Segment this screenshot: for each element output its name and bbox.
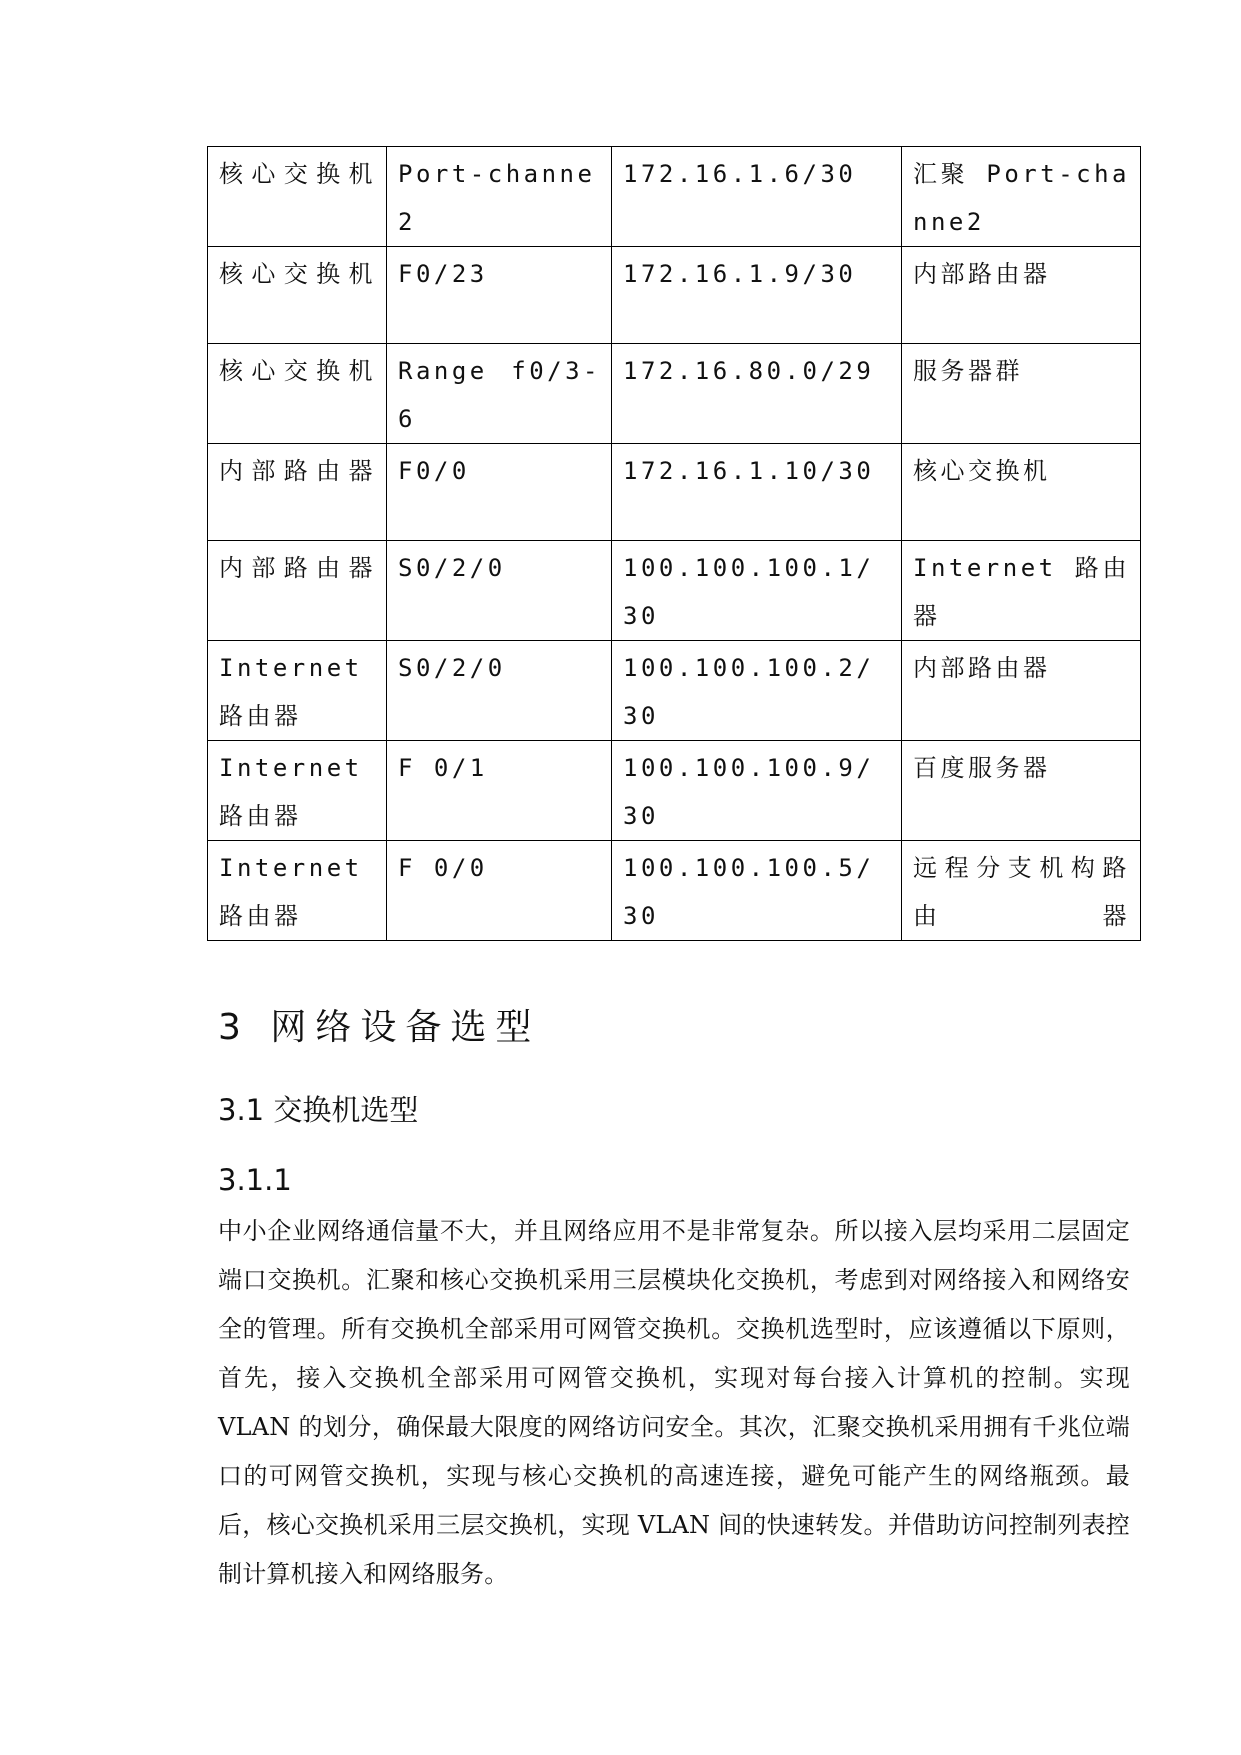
interface-cell: F0/23 — [387, 247, 612, 344]
peer-device-cell: 核心交换机 — [902, 444, 1141, 541]
ip-address-cell: 172.16.80.0/29 — [612, 344, 902, 444]
interface-cell: Range f0/3-6 — [387, 344, 612, 444]
interface-cell: Port-channe2 — [387, 147, 612, 247]
table-row — [208, 841, 1141, 941]
interface-address-table — [207, 146, 1141, 941]
peer-device-cell: 百度服务器 — [902, 741, 1141, 841]
interface-cell: S0/2/0 — [387, 641, 612, 741]
peer-device-cell: Internet 路由器 — [902, 541, 1141, 641]
ip-address-cell: 172.16.1.9/30 — [612, 247, 902, 344]
peer-device-cell: 内部路由器 — [902, 247, 1141, 344]
ip-address-cell: 100.100.100.1/30 — [612, 541, 902, 641]
device-cell: Internet 路由器 — [208, 741, 387, 841]
device-cell: Internet 路由器 — [208, 641, 387, 741]
peer-device-cell: 服务器群 — [902, 344, 1141, 444]
table-row — [208, 741, 1141, 841]
device-cell: Internet 路由器 — [208, 841, 387, 941]
interface-cell: F 0/1 — [387, 741, 612, 841]
peer-device-cell: 远程分支机构路由器 — [902, 841, 1141, 941]
device-cell: 内部路由器 — [208, 541, 387, 641]
peer-device-cell: 汇聚 Port-channe2 — [902, 147, 1141, 247]
table-row — [208, 344, 1141, 444]
interface-cell: F0/0 — [387, 444, 612, 541]
body-paragraph: 中小企业网络通信量不大，并且网络应用不是非常复杂。所以接入层均采用二层固定端口交换机。汇聚和核心交换机采用三层模块化交换机，考虑到对网络接入和网络安全的管理。所有交换机全部采用可网管交换机。交换机选型时，应该遵循以下原则，首先，接入交换机全部采用可网管交换机，实现对每台接入计算机的控制。实现 VLAN 的划分，确保最大限度的网络访问安全。其次，汇聚交换机采用拥有千兆位端口的可网管交换机，实现与核心交换机的高速连接，避免可能产生的网络瓶颈。最后，核心交换机采用三层交换机，实现 VLAN 间的快速转发。并借助访问控制列表控制计算机接入和网络服务。 — [218, 1217, 1130, 1588]
interface-cell: F 0/0 — [387, 841, 612, 941]
subsubsection-heading: 3.1.1 — [218, 1163, 292, 1197]
subsection-heading: 3.1 交换机选型 — [218, 1093, 419, 1127]
ip-address-cell: 172.16.1.10/30 — [612, 444, 902, 541]
device-cell: 核心交换机 — [208, 247, 387, 344]
table-row — [208, 247, 1141, 344]
section-heading: 3 网络设备选型 — [218, 1007, 541, 1048]
ip-address-cell: 100.100.100.2/30 — [612, 641, 902, 741]
ip-address-cell: 100.100.100.9/30 — [612, 741, 902, 841]
device-cell: 内部路由器 — [208, 444, 387, 541]
table-row — [208, 641, 1141, 741]
interface-cell: S0/2/0 — [387, 541, 612, 641]
ip-address-cell: 100.100.100.5/30 — [612, 841, 902, 941]
ip-address-cell: 172.16.1.6/30 — [612, 147, 902, 247]
table-row — [208, 147, 1141, 247]
table-row — [208, 444, 1141, 541]
device-cell: 核心交换机 — [208, 147, 387, 247]
table-row — [208, 541, 1141, 641]
peer-device-cell: 内部路由器 — [902, 641, 1141, 741]
device-cell: 核心交换机 — [208, 344, 387, 444]
